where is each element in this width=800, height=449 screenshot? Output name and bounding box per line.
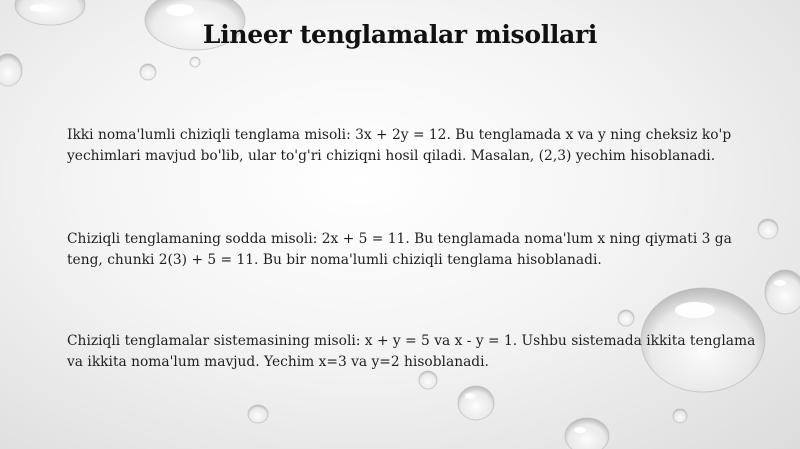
water-drop <box>618 310 634 326</box>
water-drop <box>458 386 494 420</box>
water-drop <box>190 57 200 67</box>
water-drop <box>0 54 22 86</box>
paragraph-simple-example: Chiziqli tenglamaning sodda misoli: 2x + 5 = 11. Bu tenglamada noma'lum x ning qiymati 3 ga teng, chunki 2(3) + 5 = 11. Bu bir noma'lumli chiziqli tenglama hisoblanadi. <box>67 231 732 268</box>
slide-title: Lineer tenglamalar misollari <box>202 20 598 49</box>
water-drop <box>248 405 268 423</box>
water-drop <box>673 409 687 423</box>
water-drop <box>565 418 609 449</box>
paragraph-two-variable-example: Ikki noma'lumli chiziqli tenglama misoli: 3x + 2y = 12. Bu tenglamada x va y ning cheksiz ko'p yechimlari mavjud bo'lib, ular to'g'ri chiziqni hosil qiladi. Masalan, (2,3) yechim hisoblanadi. <box>67 127 732 164</box>
water-drop <box>140 64 156 80</box>
paragraph-system-example: Chiziqli tenglamalar sistemasining misoli: x + y = 5 va x - y = 1. Ushbu sistemada ikkita tenglama va ikkita noma'lum mavjud. Yechim x=3 va y=2 hisoblanadi. <box>67 333 756 370</box>
water-drop <box>419 371 437 389</box>
water-drop <box>765 270 800 314</box>
